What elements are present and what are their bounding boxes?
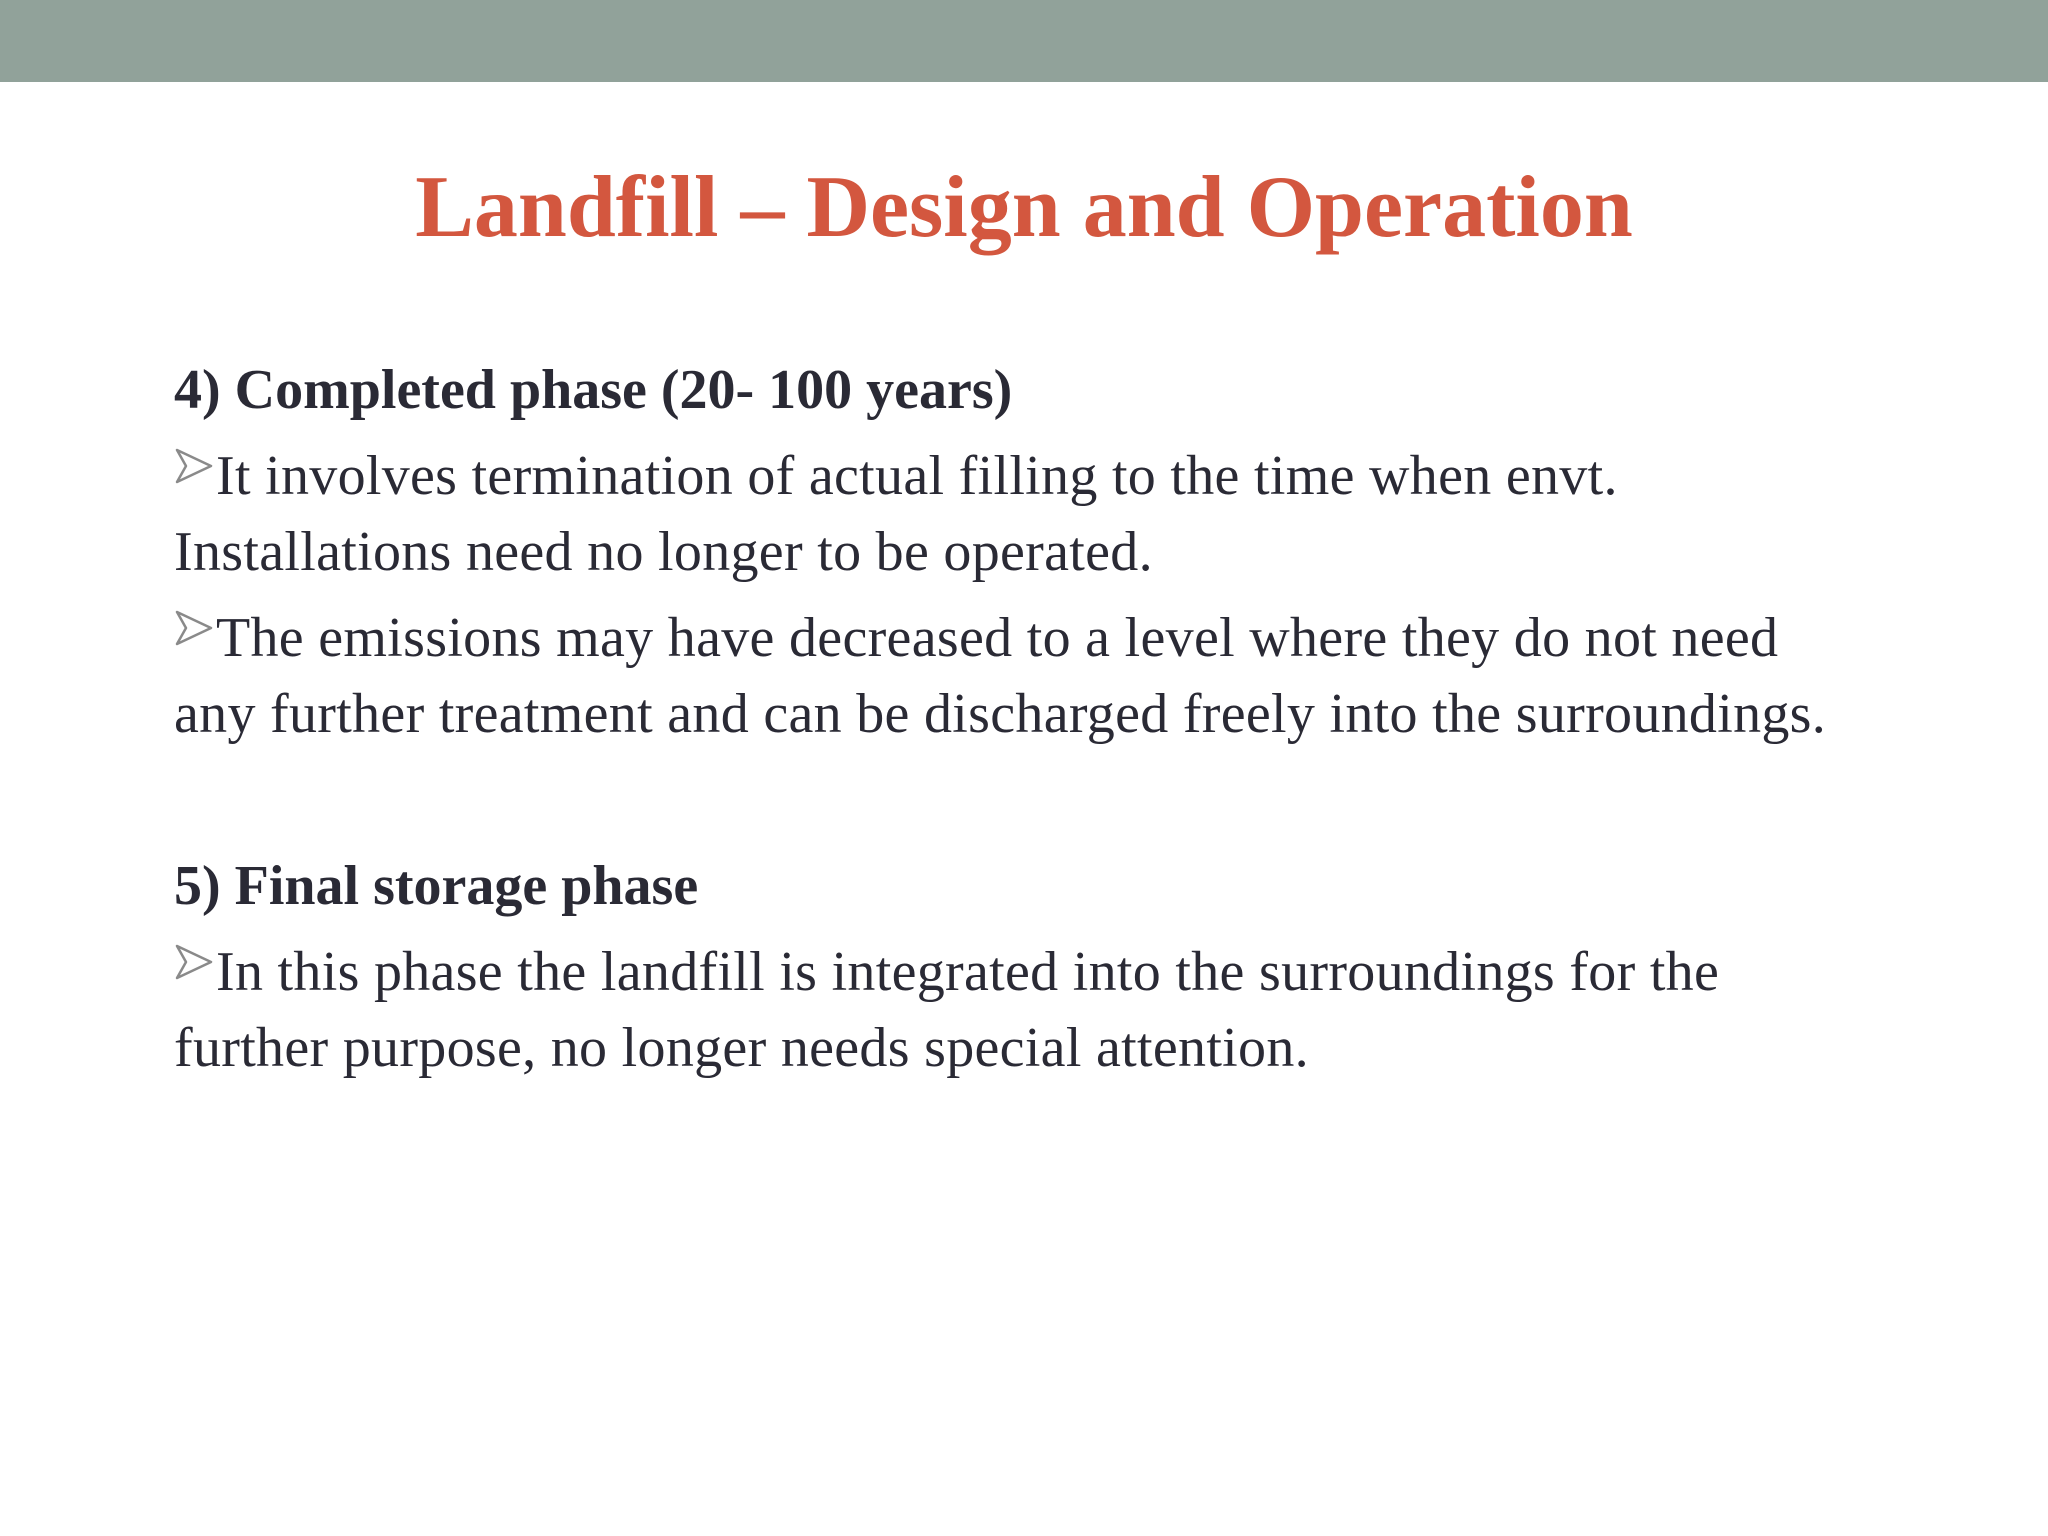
bullet-item [174,934,1874,1086]
arrowhead-bullet-icon [174,942,214,982]
bullet-item [174,600,1874,752]
arrowhead-bullet-icon [174,446,214,486]
bullet-text: The emissions may have decreased to a level where they do not need any further treatment and can be discharged freely into the surroundings. [174,607,1827,745]
bullet-item [174,438,1874,590]
bullet-text: In this phase the landfill is integrated into the surroundings for the further purpose, no longer needs special attention. [174,941,1720,1079]
slide-body [174,352,1874,1086]
slide-title: Landfill – Design and Operation [415,159,1633,256]
section-heading-final-storage-phase: 5) Final storage phase [174,855,699,917]
section-heading-completed-phase: 4) Completed phase (20- 100 years) [174,359,1013,421]
bullet-text: It involves termination of actual filling to the time when envt. Installations need no longer to be operated. [174,445,1618,583]
top-header-band [0,0,2048,82]
section-spacer [174,752,1874,848]
arrowhead-bullet-icon [174,608,214,648]
